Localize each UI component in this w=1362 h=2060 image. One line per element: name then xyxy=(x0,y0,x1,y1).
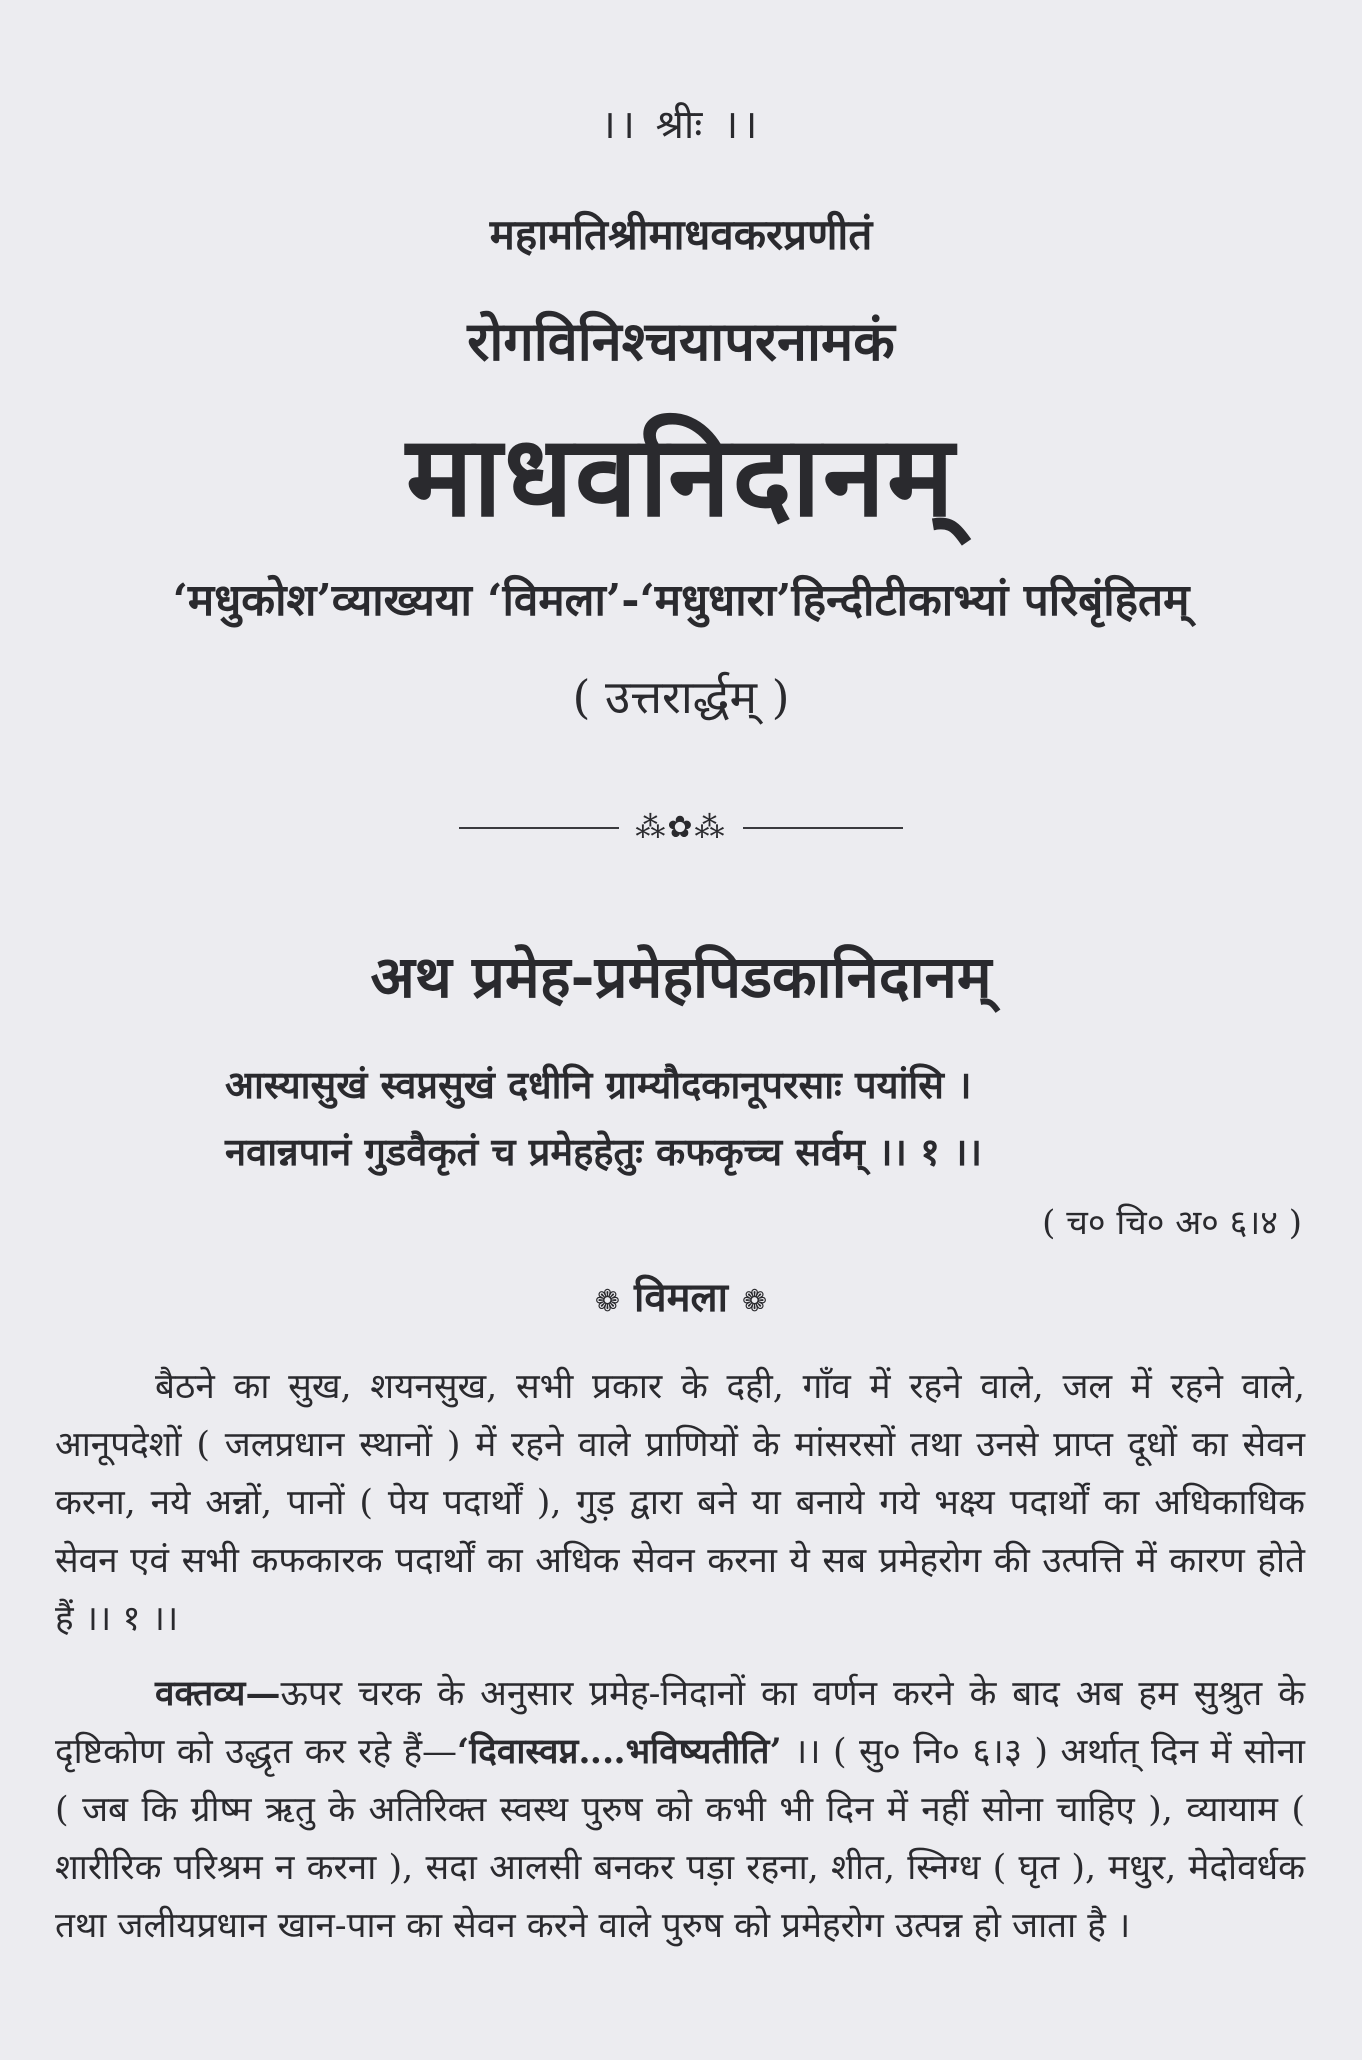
book-subtitle: ‘मधुकोश’व्याख्यया ‘विमला’-‘मधुधारा’हिन्दीटीकाभ्यां परिबृंहितम् xyxy=(172,575,1190,626)
book-title: माधवनिदानम् xyxy=(406,411,956,542)
flower-ornament-icon: ❁ xyxy=(742,1284,768,1319)
chapter-title: अथ प्रमेह-प्रमेहपिडकानिदानम् xyxy=(370,943,992,1011)
note-text-2: ।। ( सु० नि० ६।३ ) अर्थात् दिन में सोना ( जब कि ग्रीष्म ऋतु के अतिरिक्त स्वस्थ पुरुष को कभी भी दिन में नहीं सोना चाहिए ), व्यायाम ( शारीरिक परिश्रम न करना ), सदा आलसी बनकर पड़ा रहना, शीत, स्निग्ध ( घृत ), मधुर, मेदोवर्धक तथा जलीयप्रधान खान-पान का सेवन करने वाले पुरुष को प्रमेहरोग उत्पन्न हो जाता है । xyxy=(55,1732,1305,1946)
verse-line-1: आस्यासुखं स्वप्नसुखं दधीनि ग्राम्यौदकानूपरसाः पयांसि । xyxy=(225,1062,972,1107)
verse-reference: ( च० चि० अ० ६।४ ) xyxy=(1042,1203,1302,1243)
alternate-name: रोगविनिश्चयापरनामकं xyxy=(467,309,895,373)
author-line: महामतिश्रीमाधवकरप्रणीतं xyxy=(489,210,873,259)
invocation: ।। श्रीः ।। xyxy=(600,102,762,148)
commentary-paragraph-2 xyxy=(55,1665,1305,1955)
commentary-heading-label: विमला xyxy=(634,1274,728,1321)
flourish-icon: ⁂✿⁂ xyxy=(635,810,727,845)
sushruta-quote: ‘दिवास्वप्न‥‥भविष्यतीति’ xyxy=(457,1731,782,1772)
commentary-paragraph-1: बैठने का सुख, शयनसुख, सभी प्रकार के दही, गाँव में रहने वाले, जल में रहने वाले, आनूपदेशों ( जलप्रधान स्थानों ) में रहने वाले प्राणियों के मांसरसों तथा उनसे प्राप्त दूधों का सेवन करना, नये अन्नों, पानों ( पेय पदार्थों ), गुड़ द्वारा बने या बनाये गये भक्ष्य पदार्थों का अधिकाधिक सेवन एवं सभी कफकारक पदार्थों का अधिक सेवन करना ये सब प्रमेहरोग की उत्पत्ति में कारण होते हैं ।। १ ।। xyxy=(55,1367,1305,1639)
ornament-divider xyxy=(0,810,1362,845)
volume-part: ( उत्तरार्द्धम् ) xyxy=(572,670,790,724)
verse-line-2: नवान्नपानं गुडवैकृतं च प्रमेहहेतुः कफकृच्च सर्वम् ।। १ ।। xyxy=(225,1129,982,1174)
note-label: वक्तव्य— xyxy=(155,1673,281,1714)
divider-rule-right xyxy=(743,827,903,829)
commentary-heading xyxy=(0,1268,1362,1323)
note-text-1: ऊपर चरक के अनुसार प्रमेह-निदानों का वर्णन करने के बाद अब हम सुश्रुत के दृष्टिकोण को उद्धृत कर रहे हैं— xyxy=(55,1674,1305,1772)
divider-rule-left xyxy=(459,827,619,829)
flower-ornament-icon: ❁ xyxy=(594,1284,620,1319)
